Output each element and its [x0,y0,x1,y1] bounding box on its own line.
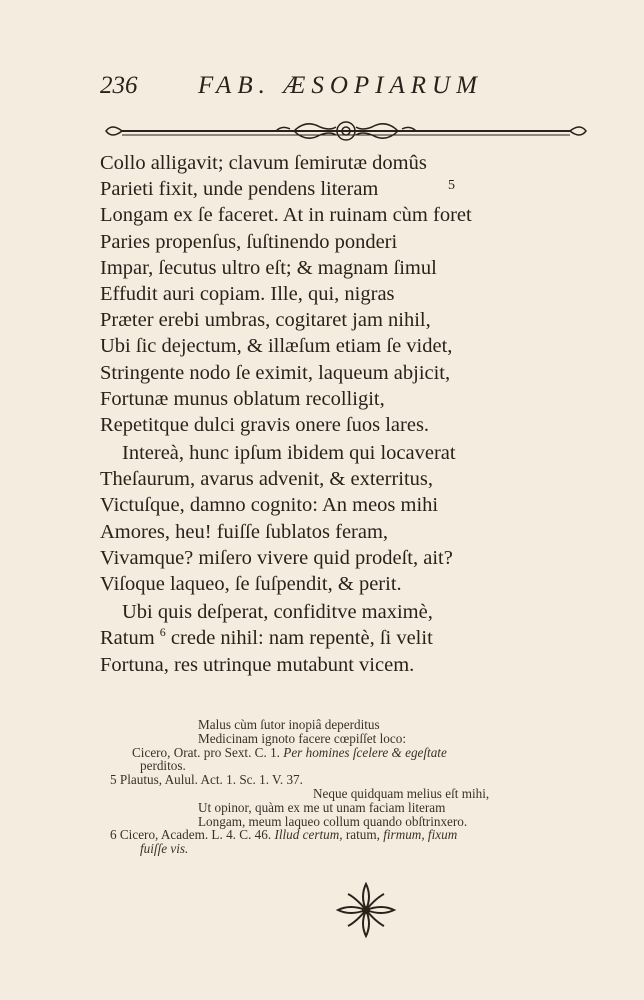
verse-line: Collo alligavit; clavum ſemirutæ domûs [100,152,427,174]
verse-line: Vivamque? miſero vivere quid prodeſt, ait? [100,546,453,569]
verse-line: Fortunæ munus oblatum recolligit, [100,387,385,410]
verse-line: Intereà, hunc ipſum ibidem qui locaverat [122,442,456,465]
footnote-line [110,828,590,842]
footnote-line: Ut opinor, quàm ex me ut unam faciam literam [198,799,446,815]
verse-line [100,625,540,651]
verse-line: Impar, ſecutus ultro eſt; & magnam ſimul [100,256,437,279]
footnote-quote: firmum, fixum [383,827,458,843]
verse-line-text: crede nihil: nam repentè, ſi velit [170,627,433,650]
footnote-text: ratum, [345,827,380,843]
footnote-line: Longam, meum laqueo collum quando obſtrinxero. [198,813,468,829]
verse-line: Ubi ſic dejectum, & illæſum etiam ſe videt, [100,335,453,358]
footnote-quote: Illud certum, [274,827,343,843]
verse-line: Viſoque laqueo, ſe ſuſpendit, & perit. [100,573,402,595]
verse-line: Longam ex ſe faceret. At in ruinam cùm foret [100,204,472,227]
ornamental-rule [104,116,588,146]
footnote-line: perditos. [140,758,186,774]
footnote-citation: Cicero, Orat. pro Sext. C. 1. [132,744,280,760]
verse-line: Præter erebi umbras, cogitaret jam nihil, [100,309,431,332]
footnote-citation: 6 Cicero, Academ. L. 4. C. 46. [110,827,272,843]
verse-line-text: Ratum [100,627,155,650]
verse-line-text: Parieti fixit, unde pendens literam [100,178,379,201]
verse-line: Victuſque, damno cognito: An meos mihi [100,494,439,517]
verse-line: Effudit auri copiam. Ille, qui, nigras [100,282,395,305]
line-number-marker: 5 [448,178,455,194]
verse-line: Amores, heu! fuiſſe ſublatos feram, [100,520,389,543]
footnote-ref: 6 [159,625,166,640]
running-title: FAB. ÆSOPIARUM [198,72,483,99]
footnote-line: 5 Plautus, Aulul. Act. 1. Sc. 1. V. 37. [110,772,303,788]
footnote-quote: Per homines ſcelere & egeſtate [283,744,447,760]
verse-line: Ubi quis deſperat, confiditve maximè, [122,601,433,624]
page-header [100,72,520,108]
verse-line: Stringente nodo ſe eximit, laqueum abjicit, [100,361,451,384]
footnote-line: fuiſſe vis. [140,841,189,857]
verse-line: Theſaurum, avarus advenit, & exterritus, [100,468,434,491]
verse-line: Repetitque dulci gravis onere ſuos lares. [100,413,430,436]
page-number: 236 [100,72,138,99]
footnote-line: Medicinam ignoto facere cœpiſſet loco: [198,730,406,746]
verse-text [100,150,540,678]
verse-line: Fortuna, res utrinque mutabunt vicem. [100,653,415,676]
verse-line: Paries propenſus, ſuſtinendo ponderi [100,230,398,253]
fleuron-ornament-icon [334,880,398,940]
verse-line [100,176,540,202]
footnotes [110,718,590,856]
footnote-line: Malus cùm ſutor inopiâ deperditus [198,717,380,732]
footnote-line [110,746,590,760]
footnote-line: Neque quidquam melius eſt mihi, [313,785,490,801]
